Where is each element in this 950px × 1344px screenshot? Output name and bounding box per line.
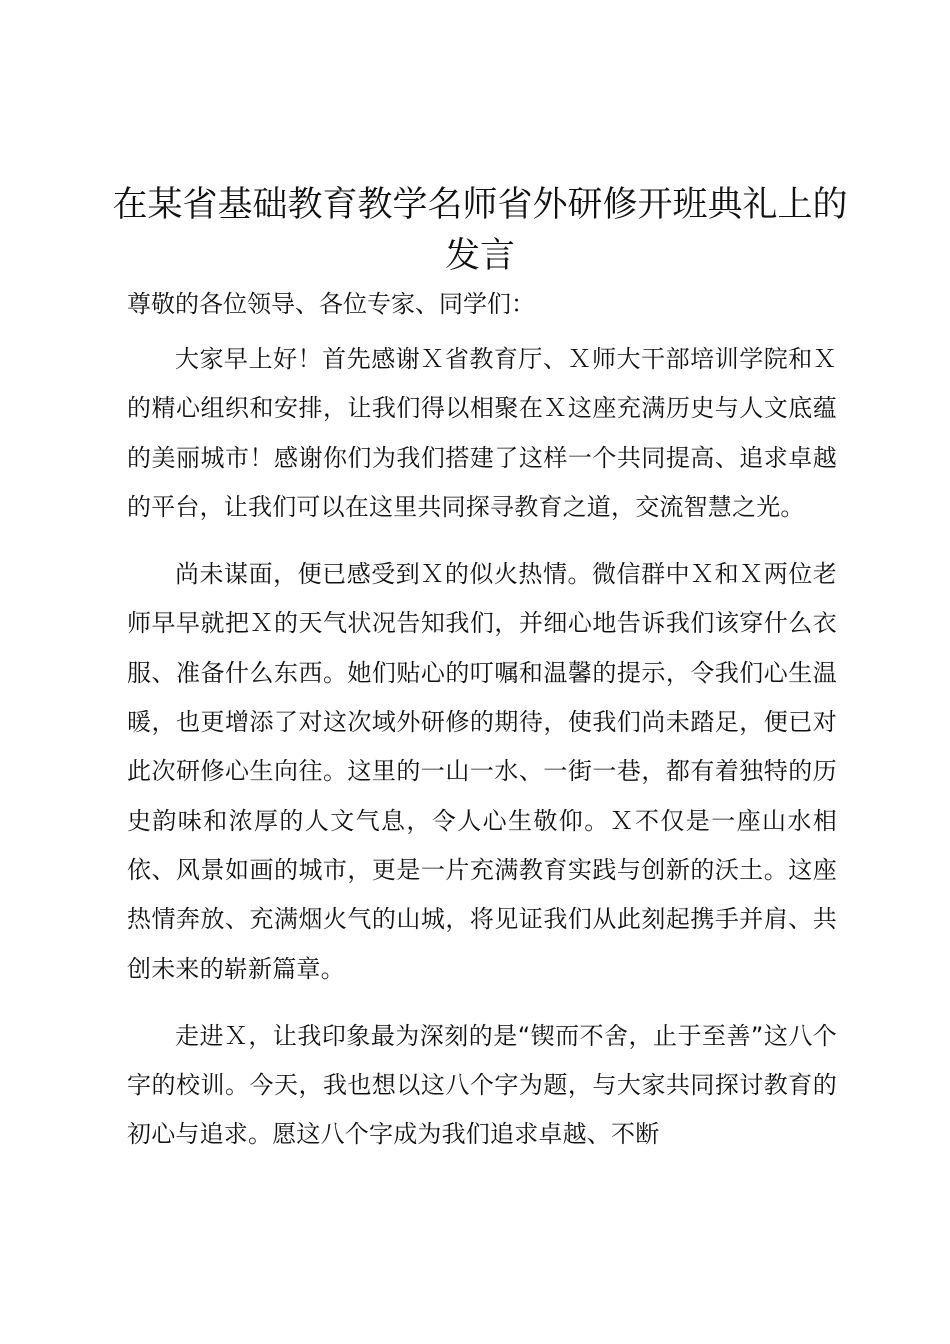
paragraph: 走进Ｘ，让我印象最为深刻的是“锲而不舍，止于至善”这八个字的校训。今天，我也想以这八个字为题，与大家共同探讨教育的初心与追求。愿这八个字成为我们追求卓越、不断 [127,1021,837,1149]
document-body [127,335,837,1178]
salutation: 尊敬的各位领导、各位专家、同学们： [127,290,535,318]
document-title: 在某省基础教育教学名师省外研修开班典礼上的发言 [112,185,848,276]
paragraph: 大家早上好！首先感谢Ｘ省教育厅、Ｘ师大干部培训学院和Ｘ的精心组织和安排，让我们得以相聚在Ｘ这座充满历史与人文底蕴的美丽城市！感谢你们为我们搭建了这样一个共同提高、追求卓越的平台，让我们可以在这里共同探寻教育之道，交流智慧之光。 [127,345,837,521]
paragraph: 尚未谋面，便已感受到Ｘ的似火热情。微信群中Ｘ和Ｘ两位老师早早就把Ｘ的天气状况告知我们，并细心地告诉我们该穿什么衣服、准备什么东西。她们贴心的叮嘱和温馨的提示，令我们心生温暖，也更增添了对这次域外研修的期待，使我们尚未踏足，便已对此次研修心生向往。这里的一山一水、一街一巷，都有着独特的历史韵味和浓厚的人文气息，令人心生敬仰。Ｘ不仅是一座山水相依、风景如画的城市，更是一片充满教育实践与创新的沃土。这座热情奔放、充满烟火气的山城，将见证我们从此刻起携手并肩、共创未来的崭新篇章。 [127,560,837,983]
